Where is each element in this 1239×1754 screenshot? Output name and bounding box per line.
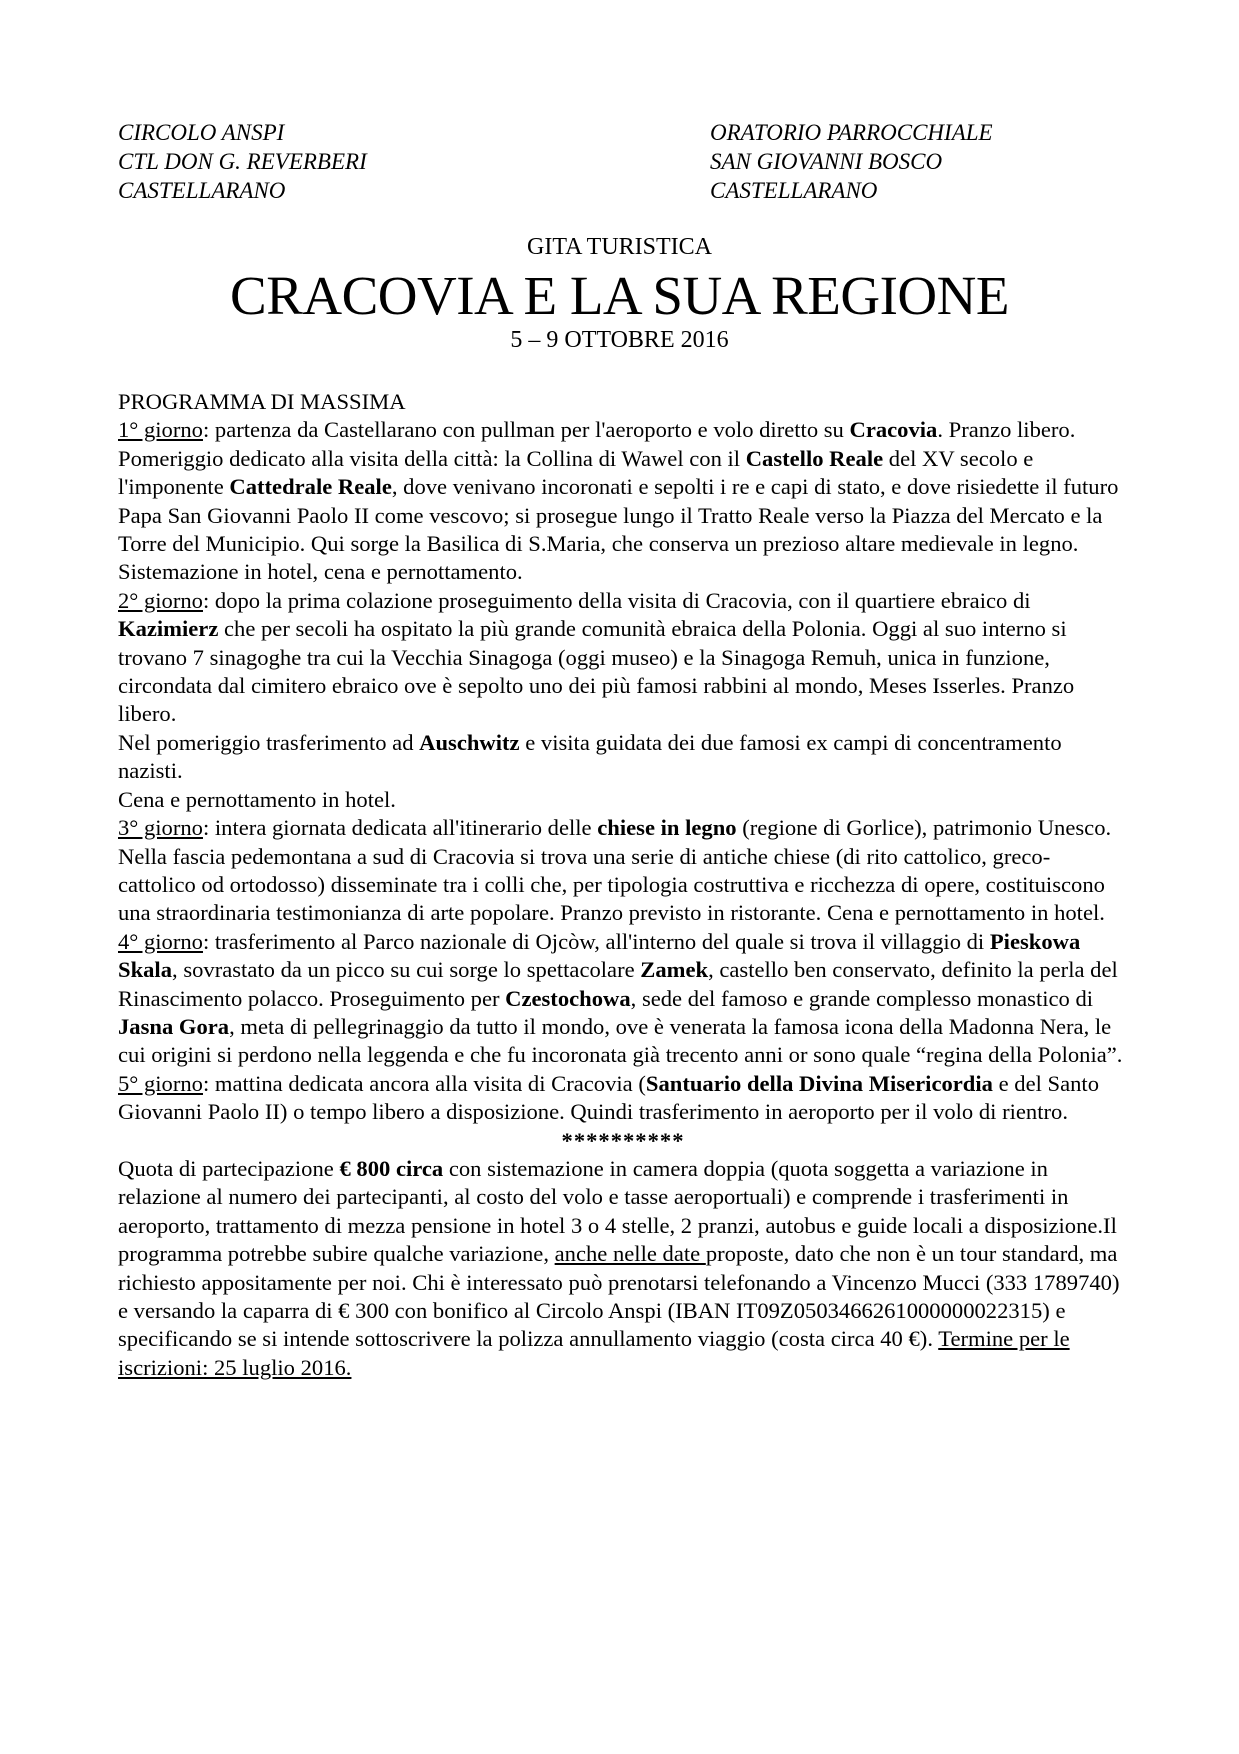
organizer-right-line: CASTELLARANO: [710, 178, 878, 203]
day-label: 5° giorno: [118, 1070, 203, 1096]
day-text: Nel pomeriggio trasferimento ad: [118, 729, 420, 755]
day-highlight: Auschwitz: [419, 729, 520, 755]
day-label: 2° giorno: [118, 587, 203, 613]
organizer-right-line: SAN GIOVANNI BOSCO: [710, 149, 943, 174]
day-highlight: Zamek: [640, 957, 709, 983]
day-highlight: Pieskowa Skala: [118, 928, 1081, 983]
quota-paragraph: [118, 1155, 1128, 1382]
day-text: , meta di pellegrinaggio da tutto il mondo, ove è venerata la famosa icona della Madonna Nera, le cui origini si perdono nella leggenda e che fu incoronata già trecento anni or sono quale “regina della Polonia”.: [118, 1013, 1123, 1068]
day-text: , sovrastato da un picco su cui sorge lo spettacolare: [172, 957, 641, 983]
day-text: (regione di Gorlice), patrimonio Unesco. Nella fascia pedemontana a sud di Cracovia si trova una serie di antiche chiese (di rito cattolico, greco-cattolico od ortodosso) disseminate tra i colli che, per tipologia costruttiva e ricchezza di opere, costituiscono una straordinaria testimonianza di arte popolare. Pranzo previsto in ristorante. Cena e pernottamento in hotel.: [118, 815, 1112, 926]
registration-deadline: Termine per le iscrizioni: 25 luglio 2016.: [118, 1326, 1070, 1380]
day-highlight: Jasna Gora: [118, 1013, 230, 1039]
day-5-paragraph: [118, 1070, 1128, 1127]
day-text: e visita guidata dei due famosi ex campi di concentramento nazisti.: [118, 729, 1062, 784]
day-2-afternoon: [118, 729, 1128, 786]
day-highlight: Cattedrale Reale: [229, 474, 392, 500]
day-highlight: Cracovia: [849, 417, 938, 443]
day-text: . Pranzo libero. Pomeriggio dedicato alla visita della città: la Collina di Wawel con il: [118, 417, 1076, 471]
day-2-paragraph: [118, 587, 1128, 729]
quota-text: proposte, dato che non è un tour standard, ma richiesto appositamente per noi. Chi è interessato può prenotarsi telefonando a Vincenzo Mucci (333 1789740) e versando la caparra di € 300 con bonifico al Circolo Anspi (IBAN IT09Z0503466261000000022315) e specificando se si intende sottoscrivere la polizza annullamento viaggio (costa circa 40 €).: [118, 1241, 1120, 1352]
organizer-left-line: CTL DON G. REVERBERI: [118, 149, 367, 174]
day-highlight: chiese in legno: [597, 815, 737, 841]
day-text: : mattina dedicata ancora alla visita di Cracovia (: [202, 1070, 646, 1096]
organizer-right: [710, 118, 993, 205]
separator: **********: [561, 1127, 685, 1153]
organizer-left: [118, 118, 367, 205]
day-3-paragraph: [118, 814, 1128, 928]
day-text: che per secoli ha ospitato la più grande comunità ebraica della Polonia. Oggi al suo interno si trovano 7 sinagoghe tra cui la Vecchia Sinagoga (oggi museo) e la Sinagoga Remuh, unica in funzione, circondata dal cimitero ebraico ove è sepolto uno dei più famosi rabbini al mondo, Meses Isserles. Pranzo libero.: [118, 616, 1075, 727]
day-highlight: Castello Reale: [745, 445, 884, 471]
day-text: , sede del famoso e grande complesso monastico di: [630, 985, 1094, 1011]
program-body: [118, 388, 1128, 1382]
day-highlight: Czestochowa: [505, 985, 631, 1011]
day-2-accommodation: Cena e pernottamento in hotel.: [118, 786, 396, 812]
day-4-paragraph: [118, 928, 1128, 1070]
day-label: 4° giorno: [118, 928, 203, 954]
day-highlight: Kazimierz: [118, 616, 219, 642]
quota-text: con sistemazione in camera doppia (quota soggetta a variazione in relazione al numero dei partecipanti, al costo del volo e tasse aeroportuali) e comprende i trasferimenti in aeroporto, trattamento di mezza pensione in hotel 3 o 4 stelle, 2 pranzi, autobus e guide locali a disposizione.Il programma potrebbe subire qualche variazione,: [118, 1155, 1117, 1267]
quota-text: Quota di partecipazione: [118, 1155, 340, 1181]
organizer-left-line: CIRCOLO ANSPI: [118, 120, 285, 145]
quota-price: € 800 circa: [339, 1155, 444, 1181]
day-1-paragraph: [118, 416, 1128, 558]
day-text: : intera giornata dedicata all'itinerario delle: [202, 815, 598, 841]
trip-dates: 5 – 9 OTTOBRE 2016: [510, 327, 729, 353]
day-text: : trasferimento al Parco nazionale di Ojcòw, all'interno del quale si trova il villaggio di: [202, 928, 990, 954]
program-heading: PROGRAMMA DI MASSIMA: [118, 389, 406, 414]
trip-title: CRACOVIA E LA SUA REGIONE: [230, 265, 1009, 326]
day-text: : partenza da Castellarano con pullman per l'aeroporto e volo diretto su: [202, 417, 850, 443]
day-label: 1° giorno: [118, 417, 203, 443]
day-text: del XV secolo e l'imponente: [118, 445, 1034, 500]
quota-underlined: anche nelle date: [554, 1241, 706, 1267]
day-text: , dove venivano incoronati e sepolti i re e capi di stato, e dove risiedette il futuro Papa San Giovanni Paolo II come vescovo; si prosegue lungo il Tratto Reale verso la Piazza del Mercato e la Torre del Municipio. Qui sorge la Basilica di S.Maria, che conserva un prezioso altare medievale in legno.: [118, 474, 1119, 557]
day-text: : dopo la prima colazione proseguimento della visita di Cracovia, con il quartiere ebraico di: [202, 587, 1031, 613]
day-text: , castello ben conservato, definito la perla del Rinascimento polacco. Proseguimento per: [118, 957, 1118, 1011]
organizer-right-line: ORATORIO PARROCCHIALE: [710, 120, 993, 145]
day-label: 3° giorno: [118, 815, 203, 841]
trip-subtitle: GITA TURISTICA: [527, 234, 712, 260]
day-text: e del Santo Giovanni Paolo II) o tempo libero a disposizione. Quindi trasferimento in aeroporto per il volo di rientro.: [118, 1070, 1099, 1125]
day-1-accommodation: Sistemazione in hotel, cena e pernottamento.: [118, 559, 523, 585]
day-highlight: Santuario della Divina Misericordia: [645, 1070, 993, 1096]
organizer-left-line: CASTELLARANO: [118, 178, 286, 203]
